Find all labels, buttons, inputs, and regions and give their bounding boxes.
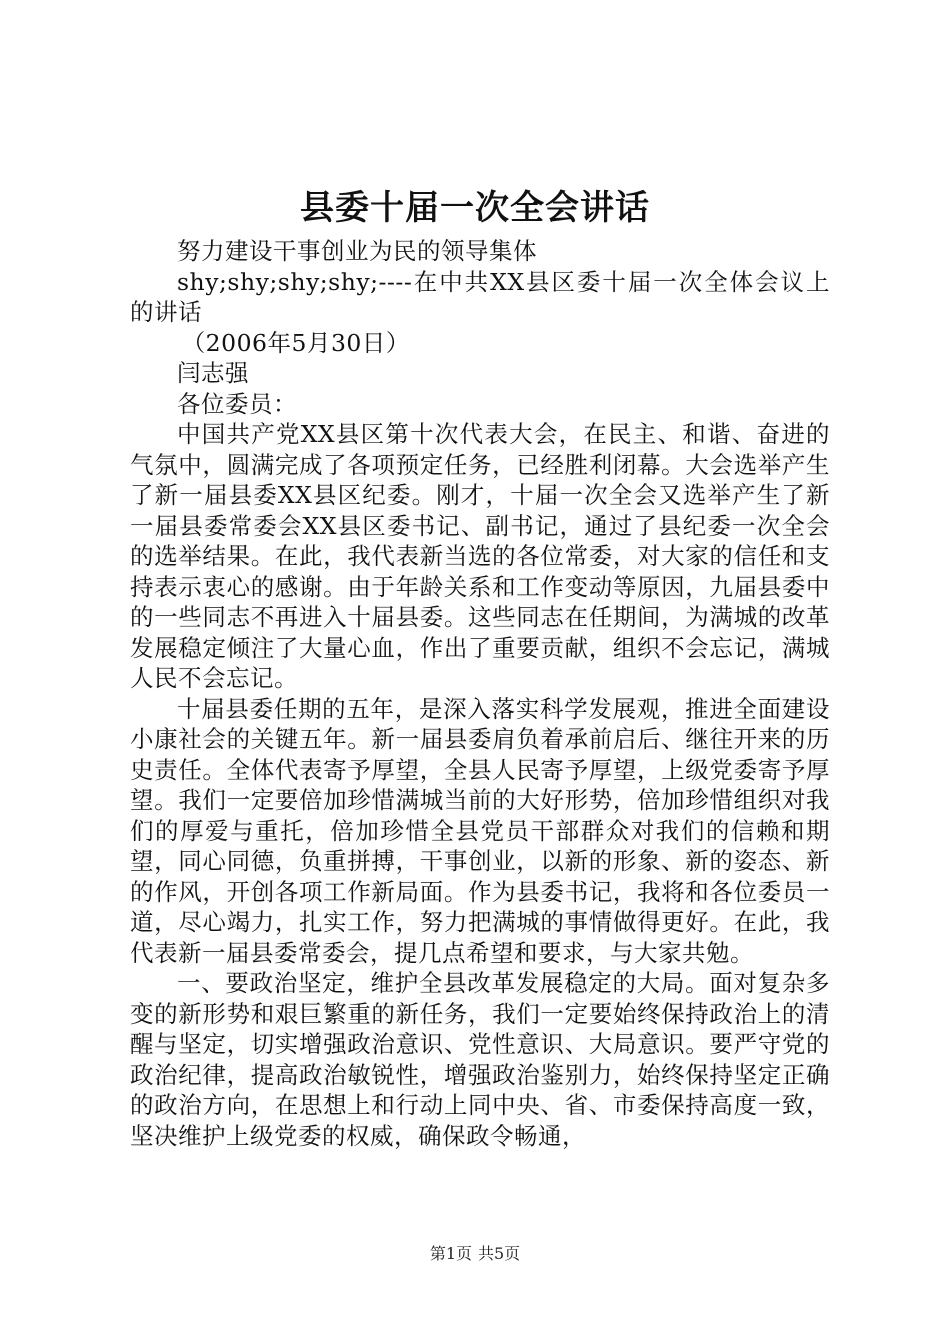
body-paragraph: 中国共产党XX县区第十次代表大会，在民主、和谐、奋进的气氛中，圆满完成了各项预定任务，已经胜利闭幕。大会选举产生了新一届县委XX县区纪委。刚才，十届一次全会又选举产生了新一届县委常委会XX县区委书记、副书记，通过了县纪委一次全会的选举结果。在此，我代表新当选的各位常委，对大家的信任和支持表示衷心的感谢。由于年龄关系和工作变动等原因，九届县委中的一些同志不再进入十届县委。这些同志在任期间，为满城的改革发展稳定倾注了大量心血，作出了重要贡献，组织不会忘记，满城人民不会忘记。 [130,420,830,692]
document-date: （2006年5月30日） [181,328,410,357]
document-title: 县委十届一次全会讲话 [300,188,650,228]
page-number-total: 共5页 [478,1244,521,1263]
document-author: 闫志强 [177,359,249,387]
page-number-current: 第1页 [429,1244,472,1263]
page-footer [0,1243,950,1265]
document-byline: shy;shy;shy;shy;----在中共XX县区委十届一次全体会议上的讲话 [130,267,830,326]
document-subtitle: 努力建设干事创业为民的领导集体 [177,237,537,265]
body-paragraph: 十届县委任期的五年，是深入落实科学发展观，推进全面建设小康社会的关键五年。新一届县委肩负着承前启后、继往开来的历史责任。全体代表寄予厚望，全县人民寄予厚望，上级党委寄予厚望。我们一定要倍加珍惜满城当前的大好形势，倍加珍惜组织对我们的厚爱与重托，倍加珍惜全县党员干部群众对我们的信赖和期望，同心同德，负重拼搏，干事创业，以新的形象、新的姿态、新的作风，开创各项工作新局面。作为县委书记，我将和各位委员一道，尽心竭力，扎实工作，努力把满城的事情做得更好。在此，我代表新一届县委常委会，提几点希望和要求，与大家共勉。 [130,694,830,967]
document-salutation: 各位委员： [177,389,297,418]
body-paragraph: 一、要政治坚定，维护全县改革发展稳定的大局。面对复杂多变的新形势和艰巨繁重的新任务，我们一定要始终保持政治上的清醒与坚定，切实增强政治意识、党性意识、大局意识。要严守党的政治纪律，提高政治敏锐性，增强政治鉴别力，始终保持坚定正确的政治方向，在思想上和行动上同中央、省、市委保持高度一致，坚决维护上级党委的权威，确保政令畅通， [130,969,830,1150]
document-body [130,236,830,1151]
